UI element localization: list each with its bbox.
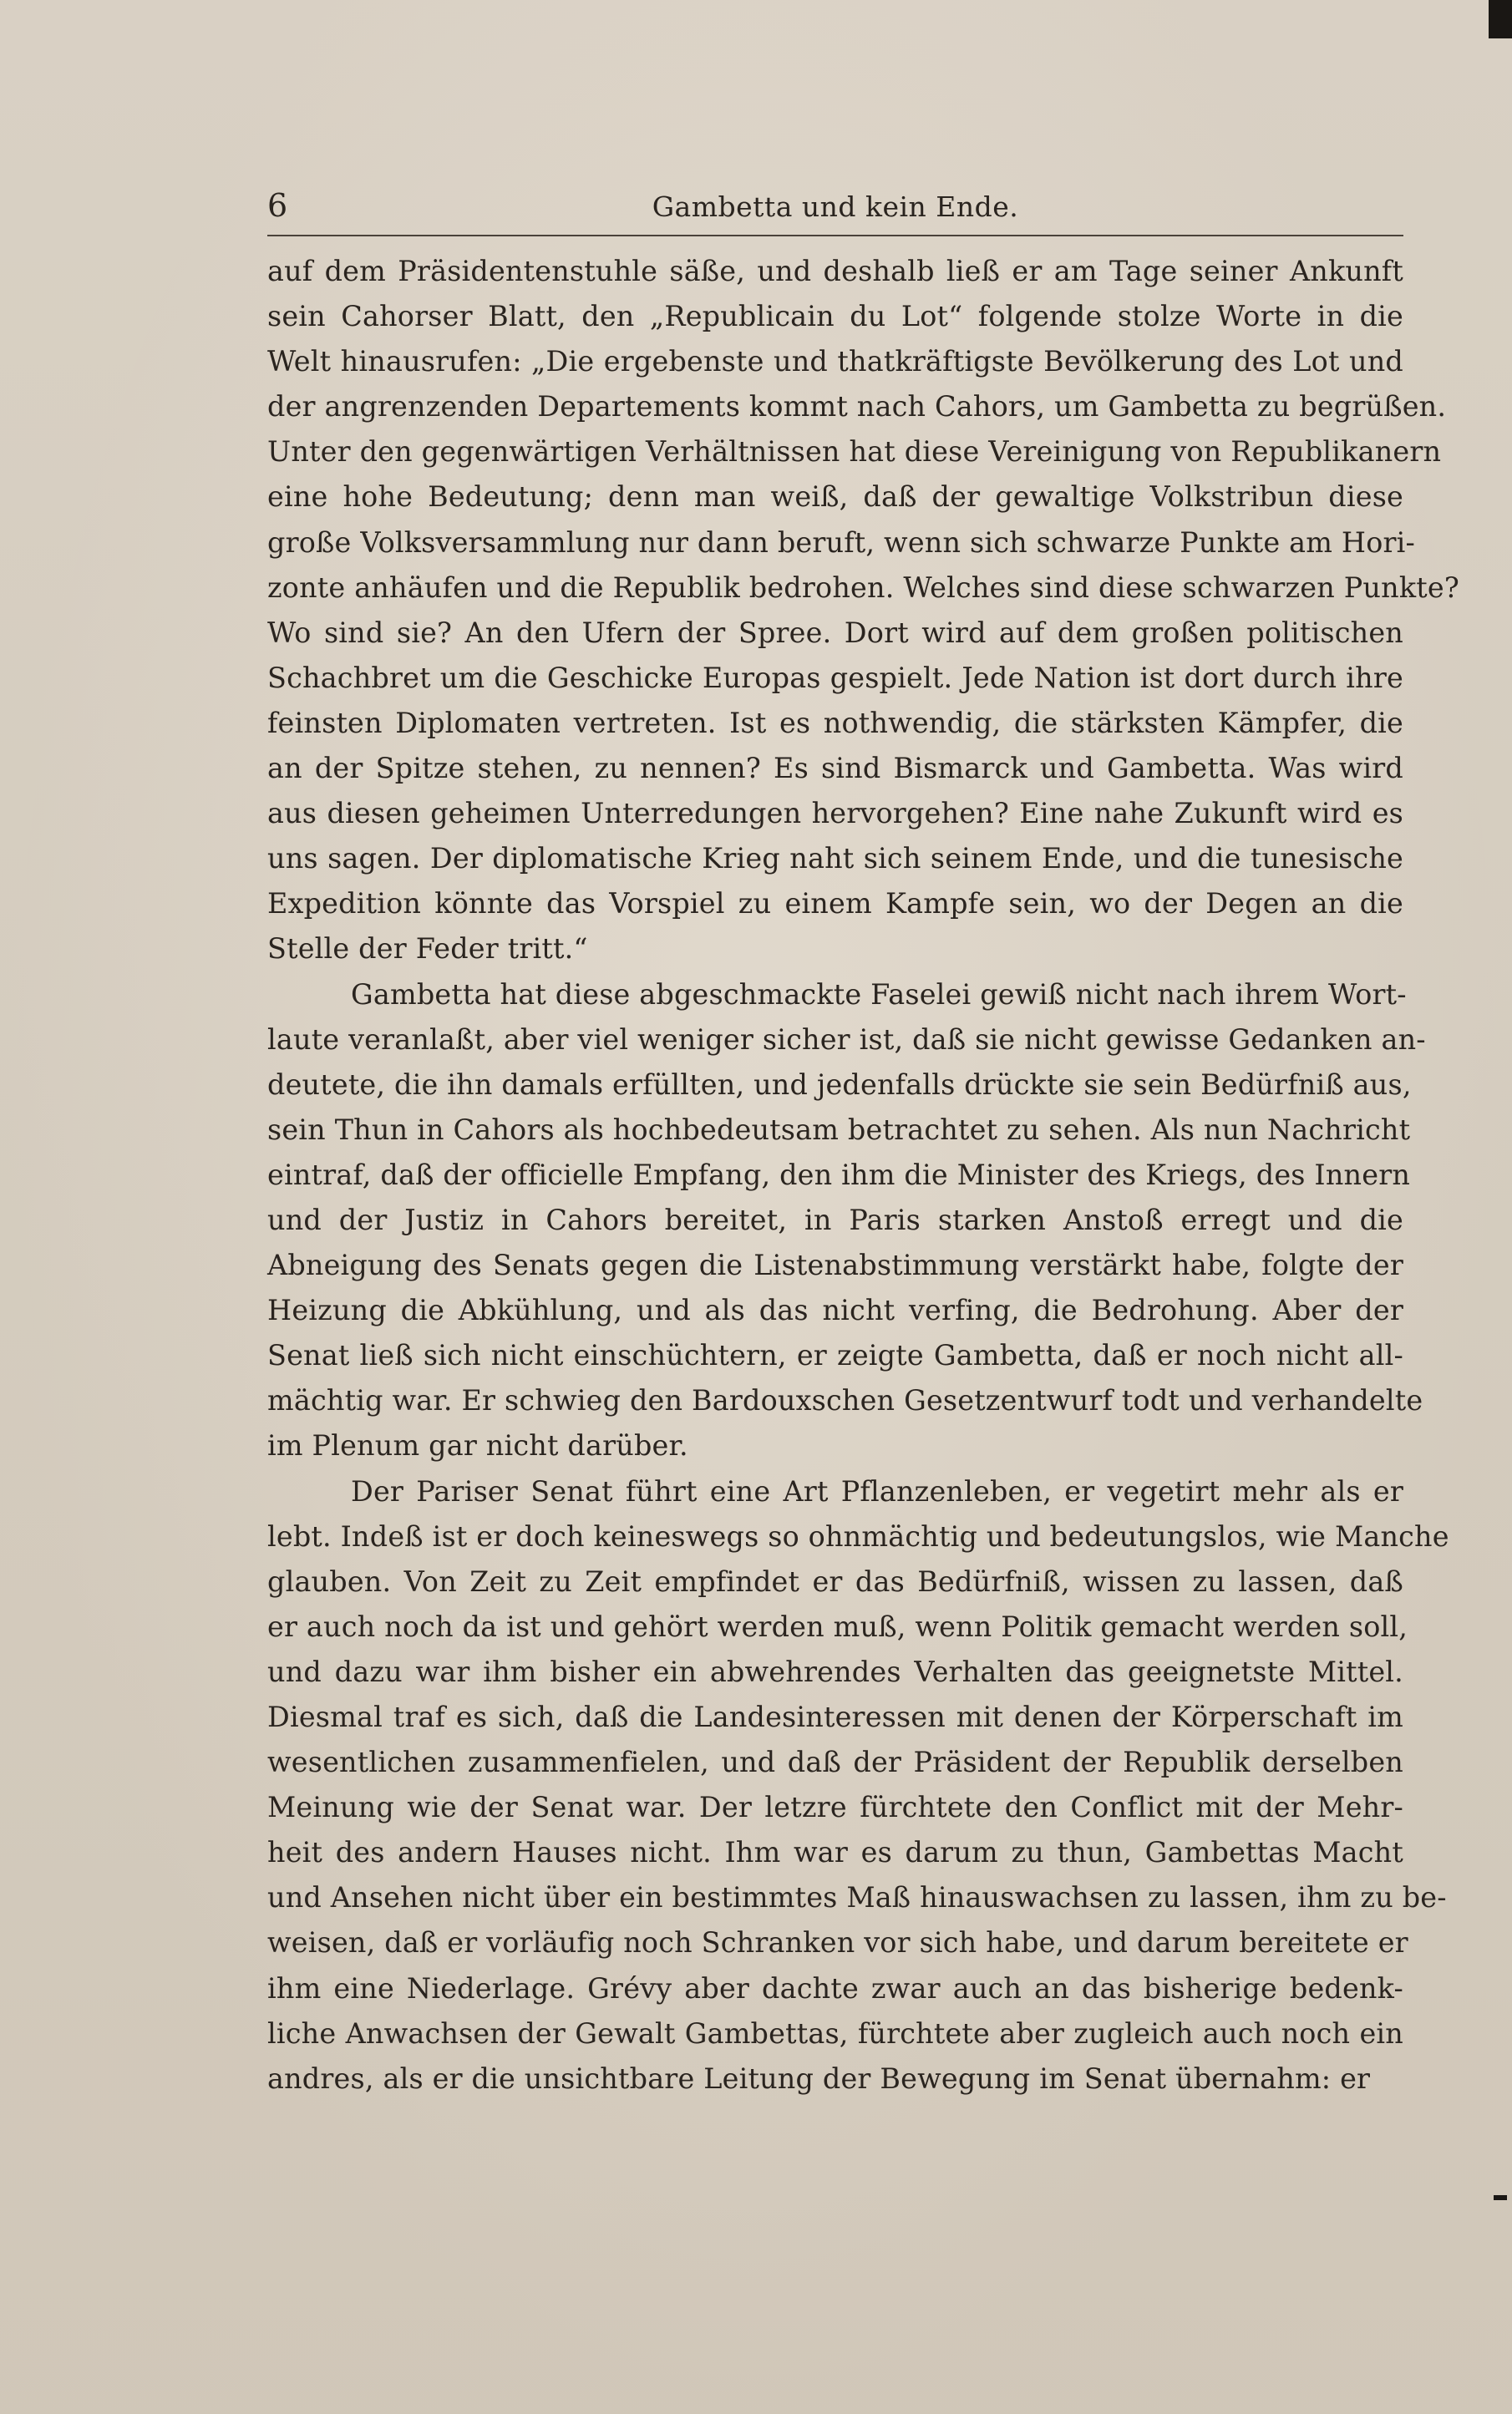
text-line: laute veranlaßt, aber viel weniger sicher ist, daß sie nicht gewisse Gedanken an- bbox=[267, 1022, 1426, 1056]
text-line: der angrenzenden Departements kommt nach Cahors, um Gambetta zu begrüßen. bbox=[267, 390, 1447, 423]
text-line: Abneigung des Senats gegen die Listenabstimmung verstärkt habe, folgte der bbox=[267, 1249, 1403, 1282]
text-line: ihm eine Niederlage. Grévy aber dachte zwar auch an das bisherige bedenk- bbox=[267, 1971, 1403, 2005]
header-rule bbox=[267, 235, 1403, 236]
text-line: an der Spitze stehen, zu nennen? Es sind Bismarck und Gambetta. Was wird bbox=[267, 752, 1403, 785]
text-line: Diesmal traf es sich, daß die Landesinteressen mit denen der Körperschaft im bbox=[267, 1701, 1403, 1733]
text-line: Senat ließ sich nicht einschüchtern, er zeigte Gambetta, daß er noch nicht all- bbox=[267, 1339, 1403, 1372]
text-line: und der Justiz in Cahors bereitet, in Paris starken Anstoß erregt und die bbox=[267, 1203, 1403, 1236]
text-line: Heizung die Abkühlung, und als das nicht verfing, die Bedrohung. Aber der bbox=[267, 1294, 1403, 1327]
text-line: Stelle der Feder tritt.“ bbox=[267, 932, 588, 966]
page-header bbox=[267, 184, 1403, 234]
text-line: Der Pariser Senat führt eine Art Pflanzenleben, er vegetirt mehr als er bbox=[351, 1474, 1403, 1508]
text-line: auf dem Präsidentenstuhle säße, und deshalb ließ er am Tage seiner Ankunft bbox=[267, 255, 1403, 287]
text-line: heit des andern Hauses nicht. Ihm war es darum zu thun, Gambettas Macht bbox=[267, 1836, 1403, 1869]
text-line: sein Cahorser Blatt, den „Republicain du Lot“ folgende stolze Worte in die bbox=[267, 300, 1403, 333]
text-line: Welt hinausrufen: „Die ergebenste und thatkräftigste Bevölkerung des Lot und bbox=[267, 345, 1403, 378]
text-line: sein Thun in Cahors als hochbedeutsam betrachtet zu sehen. Als nun Nachricht bbox=[267, 1113, 1411, 1146]
paragraph bbox=[267, 249, 1459, 972]
body-text bbox=[267, 249, 1459, 2102]
text-line: und Ansehen nicht über ein bestimmtes Maß hinauswachsen zu lassen, ihm zu be- bbox=[267, 1881, 1447, 1914]
text-line: Expedition könnte das Vorspiel zu einem Kampfe sein, wo der Degen an die bbox=[267, 887, 1403, 920]
text-line: andres, als er die unsichtbare Leitung der Bewegung im Senat übernahm: er bbox=[267, 2062, 1371, 2095]
scan-edge-mark bbox=[1494, 2195, 1507, 2200]
text-line: lebt. Indeß ist er doch keineswegs so ohnmächtig und bedeutungslos, wie Manche bbox=[267, 1519, 1449, 1553]
paragraph bbox=[267, 1469, 1449, 2102]
text-line: Schachbret um die Geschicke Europas gespielt. Jede Nation ist dort durch ihre bbox=[267, 661, 1403, 694]
text-line: eine hohe Bedeutung; denn man weiß, daß der gewaltige Volkstribun diese bbox=[267, 480, 1403, 514]
text-line: uns sagen. Der diplomatische Krieg naht sich seinem Ende, und die tunesische bbox=[267, 842, 1403, 875]
text-line: Gambetta hat diese abgeschmackte Faselei gewiß nicht nach ihrem Wort- bbox=[351, 977, 1407, 1011]
text-line: deutete, die ihn damals erfüllten, und jedenfalls drückte sie sein Bedürfniß aus, bbox=[267, 1068, 1412, 1101]
text-line: glauben. Von Zeit zu Zeit empfindet er das Bedürfniß, wissen zu lassen, daß bbox=[267, 1565, 1403, 1598]
running-head: Gambetta und kein Ende. bbox=[652, 190, 1019, 223]
text-line: und dazu war ihm bisher ein abwehrendes Verhalten das geeignetste Mittel. bbox=[267, 1655, 1403, 1688]
text-line: im Plenum gar nicht darüber. bbox=[267, 1429, 688, 1463]
text-line: Meinung wie der Senat war. Der letzre fürchtete den Conflict mit der Mehr- bbox=[267, 1791, 1403, 1824]
page-number: 6 bbox=[267, 187, 288, 224]
text-line: er auch noch da ist und gehört werden muß, wenn Politik gemacht werden soll, bbox=[267, 1610, 1408, 1643]
text-line: mächtig war. Er schwieg den Bardouxschen Gesetzentwurf todt und verhandelte bbox=[267, 1384, 1423, 1417]
scan-corner-mark bbox=[1489, 0, 1512, 38]
text-line: liche Anwachsen der Gewalt Gambettas, fürchtete aber zugleich auch noch ein bbox=[267, 2016, 1403, 2050]
text-line: weisen, daß er vorläufig noch Schranken vor sich habe, und darum bereitete er bbox=[267, 1926, 1408, 1960]
text-line: aus diesen geheimen Unterredungen hervorgehen? Eine nahe Zukunft wird es bbox=[267, 797, 1403, 830]
text-line: zonte anhäufen und die Republik bedrohen. Welches sind diese schwarzen Punkte? bbox=[267, 571, 1459, 604]
paragraph bbox=[267, 972, 1426, 1469]
text-line: eintraf, daß der officielle Empfang, den ihm die Minister des Kriegs, des Innern bbox=[267, 1158, 1411, 1191]
text-line: Unter den gegenwärtigen Verhältnissen hat diese Vereinigung von Republikanern bbox=[267, 435, 1442, 469]
text-line: feinsten Diplomaten vertreten. Ist es nothwendig, die stärksten Kämpfer, die bbox=[267, 706, 1403, 739]
text-line: wesentlichen zusammenfielen, und daß der Präsident der Republik derselben bbox=[267, 1746, 1403, 1779]
text-line: Wo sind sie? An den Ufern der Spree. Dort wird auf dem großen politischen bbox=[267, 616, 1403, 649]
text-line: große Volksversammlung nur dann beruft, wenn sich schwarze Punkte am Hori- bbox=[267, 525, 1416, 559]
